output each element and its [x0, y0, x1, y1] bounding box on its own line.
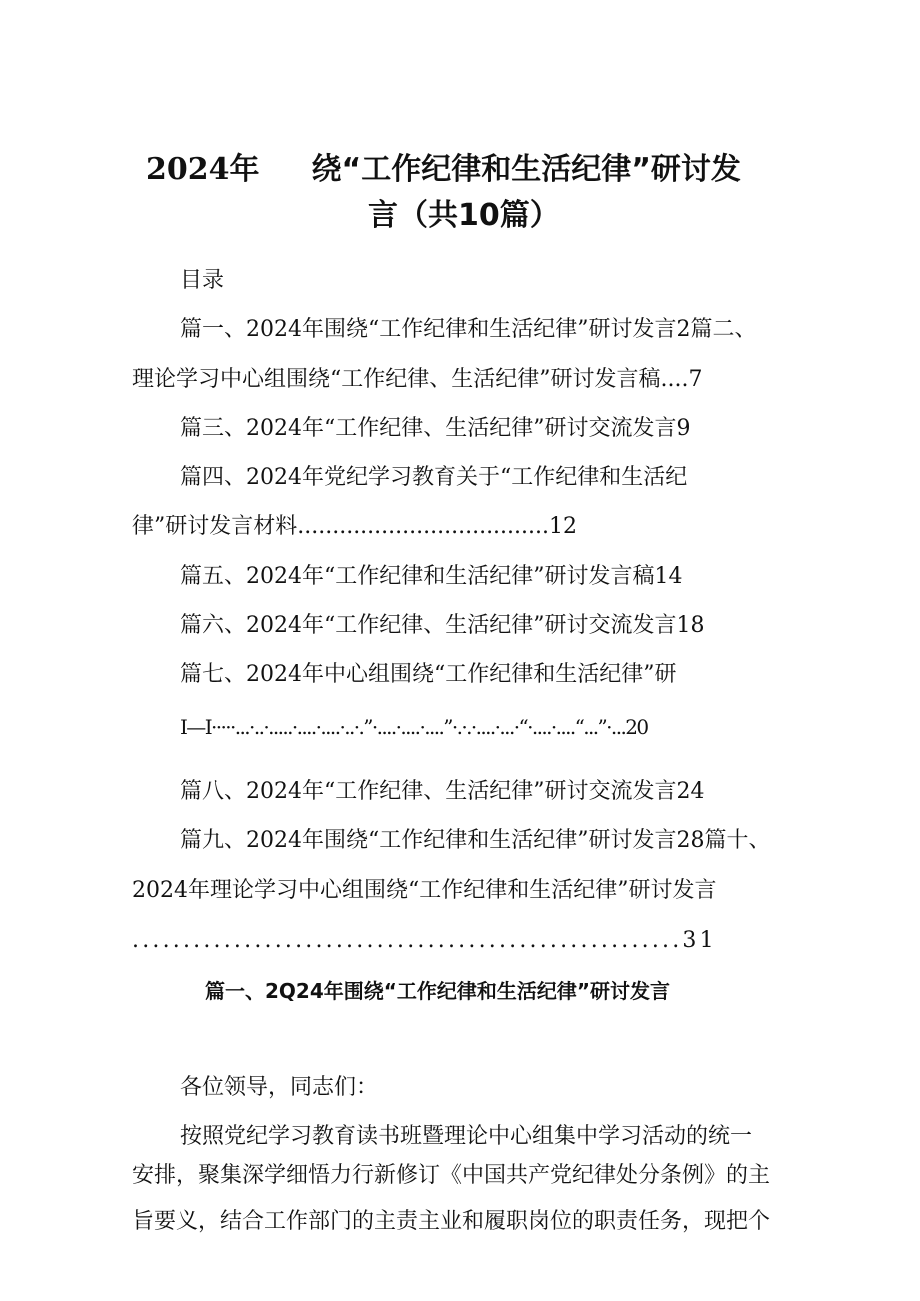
section-heading: 篇一、2Q24年围绕“工作纪律和生活纪律”研讨发言 — [205, 979, 671, 1003]
toc-entry-10-page: ......................................................31 — [132, 928, 717, 953]
toc-entry-10-cont: 2024年理论学习中心组围绕“工作纪律和生活纪律”研讨发言 — [132, 878, 717, 903]
title-year: 2024年 — [146, 152, 260, 187]
toc-entry-6: 篇六、2024年“工作纪律、生活纪律”研讨交流发言18 — [180, 613, 705, 638]
toc-entry-1: 篇一、2024年围绕“工作纪律和生活纪律”研讨发言2篇二、 — [180, 317, 757, 342]
document-title-line-2: 言（共10篇） — [368, 198, 560, 233]
body-line-3: 旨要义，结合工作部门的主责主业和履职岗位的职责任务，现把个 — [132, 1209, 771, 1234]
toc-entry-4: 篇四、2024年党纪学习教育关于“工作纪律和生活纪 — [180, 465, 688, 490]
document-title-line-1 — [146, 150, 741, 190]
toc-entry-3: 篇三、2024年“工作纪律、生活纪律”研讨交流发言9 — [180, 416, 691, 441]
title-text: 绕“工作纪律和生活纪律”研讨发 — [311, 152, 741, 187]
toc-entry-7-cont: I—I·····...·..·.....·....·....·..·.”·....·....·....”·.·.·....·...·“·....·....“...”·...20 — [180, 715, 648, 739]
body-line-1: 按照党纪学习教育读书班暨理论中心组集中学习活动的统一 — [180, 1124, 753, 1149]
toc-entry-4-cont: 律”研讨发言材料....................................12 — [132, 514, 577, 539]
toc-entry-7: 篇七、2024年中心组围绕“工作纪律和生活纪律”研 — [180, 662, 677, 687]
toc-entry-2-cont: 理论学习中心组围绕“工作纪律、生活纪律”研讨发言稿....7 — [132, 367, 703, 392]
toc-entry-5: 篇五、2024年“工作纪律和生活纪律”研讨发言稿14 — [180, 564, 683, 589]
body-line-2: 安排，聚集深学细悟力行新修订《中国共产党纪律处分条例》的主 — [132, 1163, 771, 1188]
toc-heading: 目录 — [180, 268, 225, 293]
greeting: 各位领导，同志们： — [180, 1075, 379, 1100]
toc-entry-9: 篇九、2024年围绕“工作纪律和生活纪律”研讨发言28篇十、 — [180, 828, 771, 853]
toc-entry-8: 篇八、2024年“工作纪律、生活纪律”研讨交流发言24 — [180, 779, 705, 804]
